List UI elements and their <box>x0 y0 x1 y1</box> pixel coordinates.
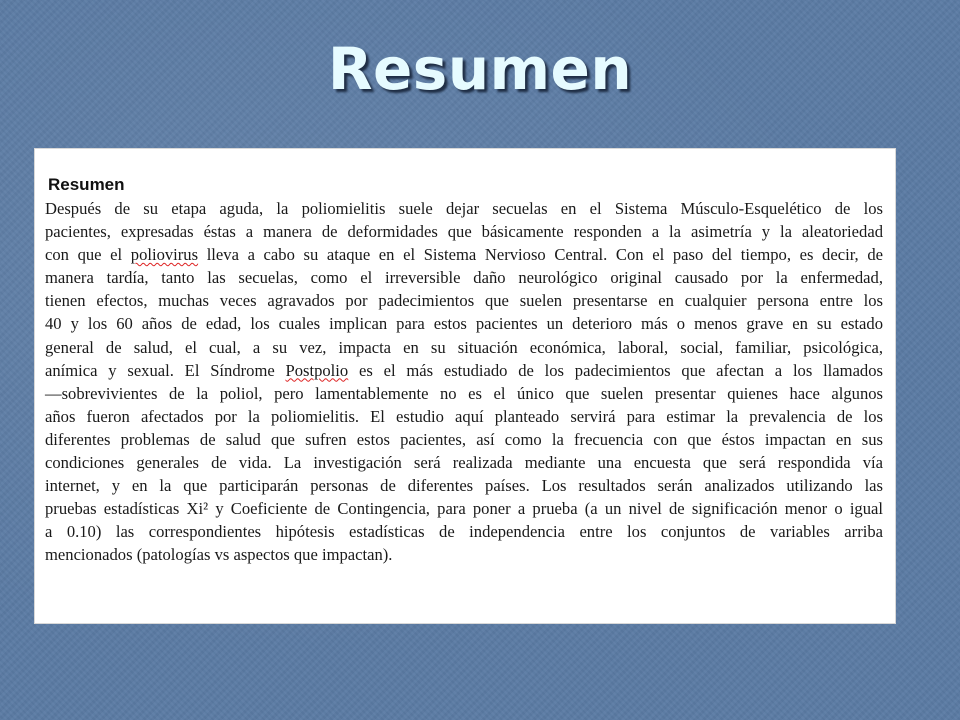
document-line: pruebas estadísticas Xi² y Coeficiente de Contingencia, para poner a prueba (a un nivel de significación menor o igual <box>45 499 883 519</box>
document-line: —sobrevivientes de la poliol, pero lamentablemente no es el único que suelen presentar quienes hace algunos <box>45 383 883 403</box>
document-line: general de salud, el cual, a su vez, impacta en su situación económica, laboral, social, familiar, psicológica, <box>45 337 883 357</box>
document-line: con que el poliovirus lleva a cabo su ataque en el Sistema Nervioso Central. Con el paso del tiempo, es decir, de <box>45 245 883 265</box>
document-line: manera tardía, tanto las secuelas, como el irreversible daño neurológico original causado por la enfermedad, <box>45 268 883 288</box>
document-line: anímica y sexual. El Síndrome Postpolio es el más estudiado de los padecimientos que afectan a los llamados <box>45 360 883 380</box>
document-line: condiciones generales de vida. La investigación será realizada mediante una encuesta que será respondida vía <box>45 453 883 473</box>
document-line: internet, y en la que participarán personas de diferentes países. Los resultados serán analizados utilizando las <box>45 476 883 496</box>
spellcheck-underline: Postpolio <box>285 360 349 380</box>
document-line: diferentes problemas de salud que sufren estos pacientes, así como la frecuencia con que éstos impactan en sus <box>45 429 883 449</box>
document-image-panel <box>34 148 896 624</box>
spellcheck-underline: poliovirus <box>130 245 199 265</box>
document-line: Después de su etapa aguda, la poliomielitis suele dejar secuelas en el Sistema Músculo-Esquelético de los <box>45 199 883 218</box>
slide-title: Resumen <box>327 35 633 103</box>
document-line: años fueron afectados por la poliomielitis. El estudio aquí planteado servirá para estimar la prevalencia de los <box>45 406 883 426</box>
document-line: tienen efectos, muchas veces agravados por padecimientos que suelen presentarse en cualquier persona entre los <box>45 291 883 311</box>
document-line: 40 y los 60 años de edad, los cuales implican para estos pacientes un deterioro más o menos grave en su estado <box>45 314 883 334</box>
document-heading: Resumen <box>48 175 125 194</box>
document-line: mencionados (patologías vs aspectos que impactan). <box>45 545 393 565</box>
document-line: pacientes, expresadas éstas a manera de deformidades que básicamente responden a la asimetría y la aleatoriedad <box>45 222 883 242</box>
document-line: a 0.10) las correspondientes hipótesis estadísticas de independencia entre los conjuntos de variables arriba <box>45 522 883 542</box>
document-body <box>43 197 887 567</box>
